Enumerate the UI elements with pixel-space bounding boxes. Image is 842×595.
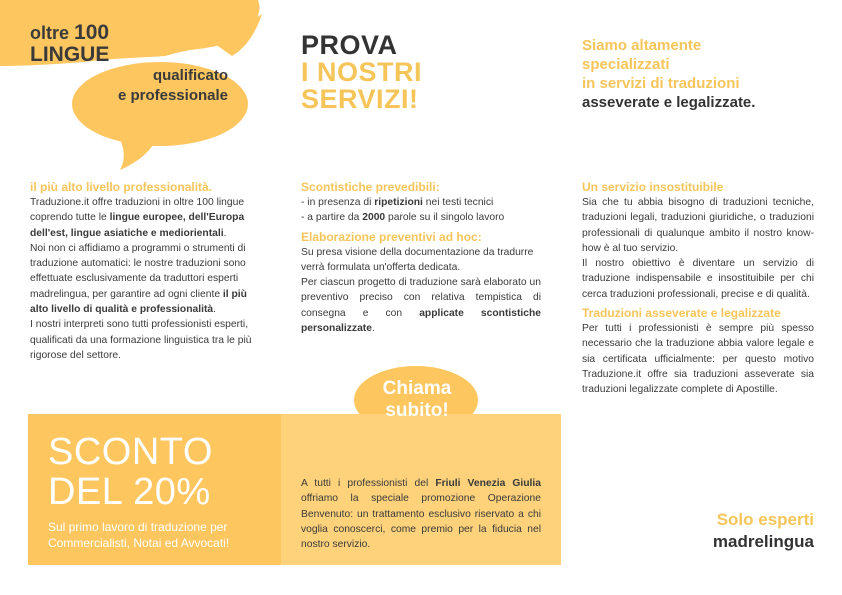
solo-line2: madrelingua (712, 532, 814, 551)
sconto-heading (48, 432, 213, 512)
sconto-subtitle: Sul primo lavoro di traduzione per Commercialisti, Notai ed Avvocati! (48, 520, 230, 550)
col2-bullet1: - in presenza di ripetizioni nei testi tecnici (301, 197, 494, 208)
col2-bullet2: - a partire da 2000 parole su il singolo lavoro (301, 212, 505, 224)
col3-paragraph3: Per tutti i professionisti è sempre più spesso necessario che la traduzione abbia valore legale e sia certificata ufficialmente: per questo motivo Traduzione.it offre sia traduzioni asseverate sia traduzioni legalizzate complete di Apostille. (582, 323, 814, 396)
speech-bubble-tail-middle (120, 138, 156, 170)
column-professionalita (30, 179, 258, 363)
siamo-line2: specializzati (582, 56, 670, 73)
siamo-line1: Siamo altamente (582, 37, 702, 54)
bubble-languages (30, 22, 109, 66)
siamo-line3: in servizi di traduzioni (582, 75, 740, 92)
bubble-qual-2: e professionale (117, 87, 228, 104)
heading-prova-line2: I NOSTRI (301, 57, 423, 87)
col2-title2: Elaborazione preventivi ad hoc: (301, 229, 482, 244)
heading-prova (301, 32, 422, 113)
siamo-line4: asseverate e legalizzate. (582, 94, 756, 111)
col2-paragraph2: Per ciascun progetto di traduzione sarà elaborato un preventivo preciso con relativa tempistica di consegna e con applicate scontistiche personalizzate. (301, 277, 541, 335)
chiama-line1: Chiama (382, 378, 452, 399)
heading-prova-line1: PROVA (301, 30, 398, 60)
chiama-line2: subito! (385, 400, 449, 421)
col3-paragraph1: Sia che tu abbia bisogno di traduzioni tecniche, traduzioni legali, traduzioni giuridiche, o traduzioni professionali di qualunque ambito il nostro know-how è al tuo servizio. (582, 197, 814, 254)
bubble-qualified (117, 66, 228, 106)
heading-prova-line3: SERVIZI! (301, 84, 419, 114)
col1-paragraph3: I nostri interpreti sono tutti professionisti esperti, qualificati da una formazione linguistica tra le più rigorose del settore. (30, 319, 252, 361)
bubble-qual-1: qualificato (152, 67, 228, 84)
sconto-line1: SCONTO (48, 431, 213, 473)
col1-paragraph2: Noi non ci affidiamo a programmi o strumenti di traduzione automatici: le nostre traduzioni sono effettuate esclusivamente da traduttori esperti madrelingua, per garantire ad ogni cliente il più alto livello di qualità e professionalità. (30, 242, 247, 316)
column-servizio (582, 179, 814, 398)
col3-title1: Un servizio insostituibile (582, 180, 724, 194)
col3-paragraph2: Il nostro obiettivo è diventare un servizio di traduzione indispensabile e insostituibile per chi cerca traduzioni professionali, precise e di qualità. (582, 258, 814, 300)
column-scontistiche (301, 179, 541, 336)
chiama-subito-callout (372, 378, 462, 422)
col3-title2: Traduzioni asseverate e legalizzate (582, 306, 781, 321)
heading-specializzati (582, 36, 755, 112)
solo-line1: Solo esperti (716, 510, 814, 529)
col2-title1: Scontistiche prevedibili: (301, 180, 440, 194)
promo-text: A tutti i professionisti del Friuli Venezia Giulia offriamo la speciale promozione Operazione Benvenuto: un trattamento esclusivo riservato a chi voglia conoscerci, come premio per la fiducia nel nostro servizio. (301, 478, 542, 551)
bubble-prefix: oltre (30, 23, 75, 43)
sconto-line2: DEL 20% (48, 471, 211, 513)
solo-esperti (640, 509, 814, 553)
col1-paragraph1: Traduzione.it offre traduzioni in oltre 100 lingue coprendo tutte le lingue europee, dell'Europa dell'est, lingue asiatiche e mediorientali. (30, 197, 245, 239)
bubble-lingue: LINGUE (30, 43, 110, 66)
bubble-number: 100 (74, 21, 110, 44)
col1-title: il più alto livello professionalità. (30, 180, 213, 194)
col2-paragraph1: Su presa visione della documentazione da tradurre verrà formulata un'offerta dedicata. (301, 246, 534, 273)
